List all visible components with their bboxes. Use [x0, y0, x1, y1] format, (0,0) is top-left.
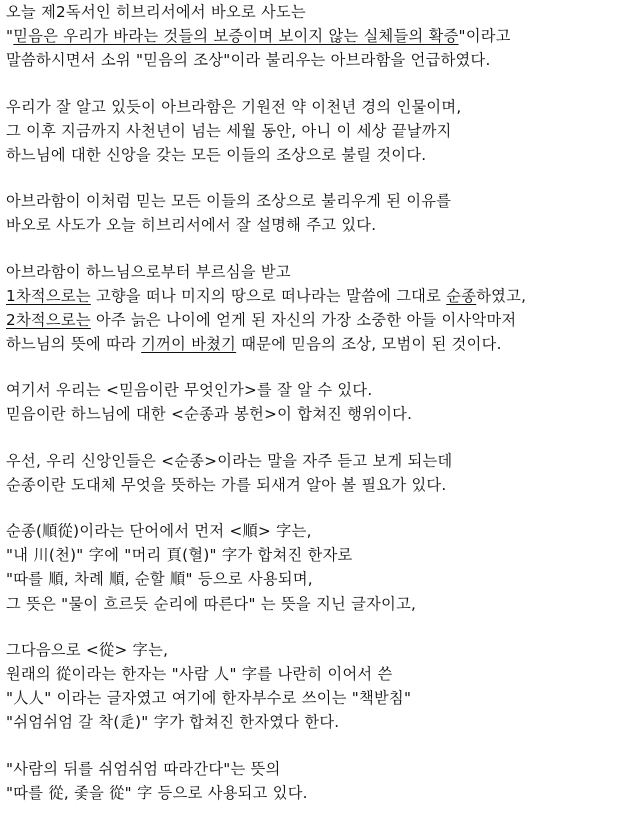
- text-line: [6, 638, 636, 662]
- text-segment: 우리가 잘 알고 있듯이 아브라함은 기원전 약 이천년 경의 인물이며,: [6, 97, 462, 116]
- text-segment: "따를 從, 좇을 從" 字 등으로 사용되고 있다.: [6, 783, 308, 802]
- text-line: [6, 543, 636, 567]
- text-line: [6, 662, 636, 686]
- text-line: [6, 308, 636, 332]
- text-segment: 오늘 제2독서인 히브리서에서 바오로 사도는: [6, 3, 306, 21]
- text-segment: 하느님의 뜻에 따라: [6, 335, 142, 354]
- text-segment: 그 뜻은 "물이 흐르듯 순리에 따른다" 는 뜻을 지닌 글자이고,: [6, 594, 417, 613]
- text-segment: ": [6, 27, 14, 46]
- paragraph: [6, 378, 636, 426]
- underlined-text: 기꺼이 바쳤기: [141, 335, 237, 354]
- text-line: [6, 189, 636, 213]
- underlined-text: 1차적으로는: [6, 286, 91, 305]
- text-line: [6, 0, 636, 24]
- text-line: [6, 757, 636, 781]
- text-segment: 바오로 사도가 오늘 히브리서에서 잘 설명해 주고 있다.: [6, 216, 377, 235]
- text-segment: "사람의 뒤를 쉬엄쉬엄 따라간다"는 뜻의: [6, 759, 281, 778]
- text-line: [6, 473, 636, 497]
- text-line: [6, 213, 636, 237]
- text-segment: 그다음으로 <從> 字는,: [6, 640, 169, 659]
- text-line: [6, 119, 636, 143]
- text-segment: 믿음이란 하느님에 대한 <순종과 봉헌>이 합쳐진 행위이다.: [6, 405, 413, 424]
- text-segment: "쉬엄쉬엄 갈 착(辵)" 字가 합쳐진 한자였다 한다.: [6, 713, 340, 732]
- text-line: [6, 284, 636, 308]
- text-segment: 아주 늙은 나이에 얻게 된 자신의 가장 소중한 아들 이사악마저: [90, 310, 517, 329]
- text-line: [6, 402, 636, 426]
- text-segment: "따를 順, 차례 順, 순할 順" 등으로 사용되며,: [6, 570, 313, 589]
- paragraph: [6, 519, 636, 616]
- paragraph: [6, 0, 636, 73]
- text-segment: 아브라함이 하느님으로부터 부르심을 받고: [6, 262, 291, 281]
- text-segment: "人人" 이라는 글자였고 여기에 한자부수로 쓰이는 "책받침": [6, 689, 412, 708]
- paragraph: [6, 260, 636, 357]
- text-segment: 말씀하시면서 소위 "믿음의 조상"이라 불리우는 아브라함을 언급하였다.: [6, 51, 491, 70]
- text-segment: 순종(順從)이라는 단어에서 먼저 <順> 字는,: [6, 522, 312, 540]
- paragraph: [6, 638, 636, 735]
- text-line: [6, 710, 636, 734]
- text-segment: "이라고: [458, 27, 511, 46]
- underlined-text: 2차적으로는: [6, 310, 91, 329]
- text-line: [6, 686, 636, 710]
- text-line: [6, 781, 636, 805]
- text-segment: 때문에 믿음의 조상, 모범이 된 것이다.: [236, 335, 502, 354]
- text-line: [6, 592, 636, 616]
- underlined-text: 믿음은 우리가 바라는 것들의 보증이며 보이지 않는 실체들의 확증: [13, 27, 459, 46]
- text-line: [6, 449, 636, 473]
- paragraph: [6, 95, 636, 168]
- text-line: [6, 95, 636, 119]
- text-segment: 하느님에 대한 신앙을 갖는 모든 이들의 조상으로 불릴 것이다.: [6, 145, 427, 164]
- text-segment: 우선, 우리 신앙인들은 <순종>이라는 말을 자주 듣고 보게 되는데: [6, 451, 453, 470]
- text-line: [6, 143, 636, 167]
- text-line: [6, 567, 636, 591]
- text-line: [6, 260, 636, 284]
- underlined-text: 순종: [446, 286, 477, 305]
- text-line: [6, 378, 636, 402]
- text-segment: 하였고,: [476, 286, 527, 305]
- document-body: [6, 0, 636, 827]
- paragraph: [6, 189, 636, 237]
- text-line: [6, 48, 636, 72]
- text-segment: 여기서 우리는 <믿음이란 무엇인가>를 잘 알 수 있다.: [6, 381, 373, 400]
- paragraph: [6, 449, 636, 497]
- paragraph: [6, 757, 636, 805]
- text-segment: 고향을 떠나 미지의 땅으로 떠나라는 말씀에 그대로: [90, 286, 447, 305]
- text-segment: 그 이후 지금까지 사천년이 넘는 세월 동안, 아니 이 세상 끝날까지: [6, 121, 452, 140]
- text-line: [6, 24, 636, 48]
- text-segment: "내 川(천)" 字에 "머리 頁(혈)" 字가 합쳐진 한자로: [6, 546, 353, 565]
- text-line: [6, 519, 636, 543]
- text-segment: 순종이란 도대체 무엇을 뜻하는 가를 되새겨 알아 볼 필요가 있다.: [6, 475, 447, 494]
- text-line: [6, 332, 636, 356]
- text-segment: 아브라함이 이처럼 믿는 모든 이들의 조상으로 불리우게 된 이유를: [6, 192, 452, 211]
- text-segment: 원래의 從이라는 한자는 "사람 人" 字를 나란히 이어서 쓴: [6, 664, 393, 683]
